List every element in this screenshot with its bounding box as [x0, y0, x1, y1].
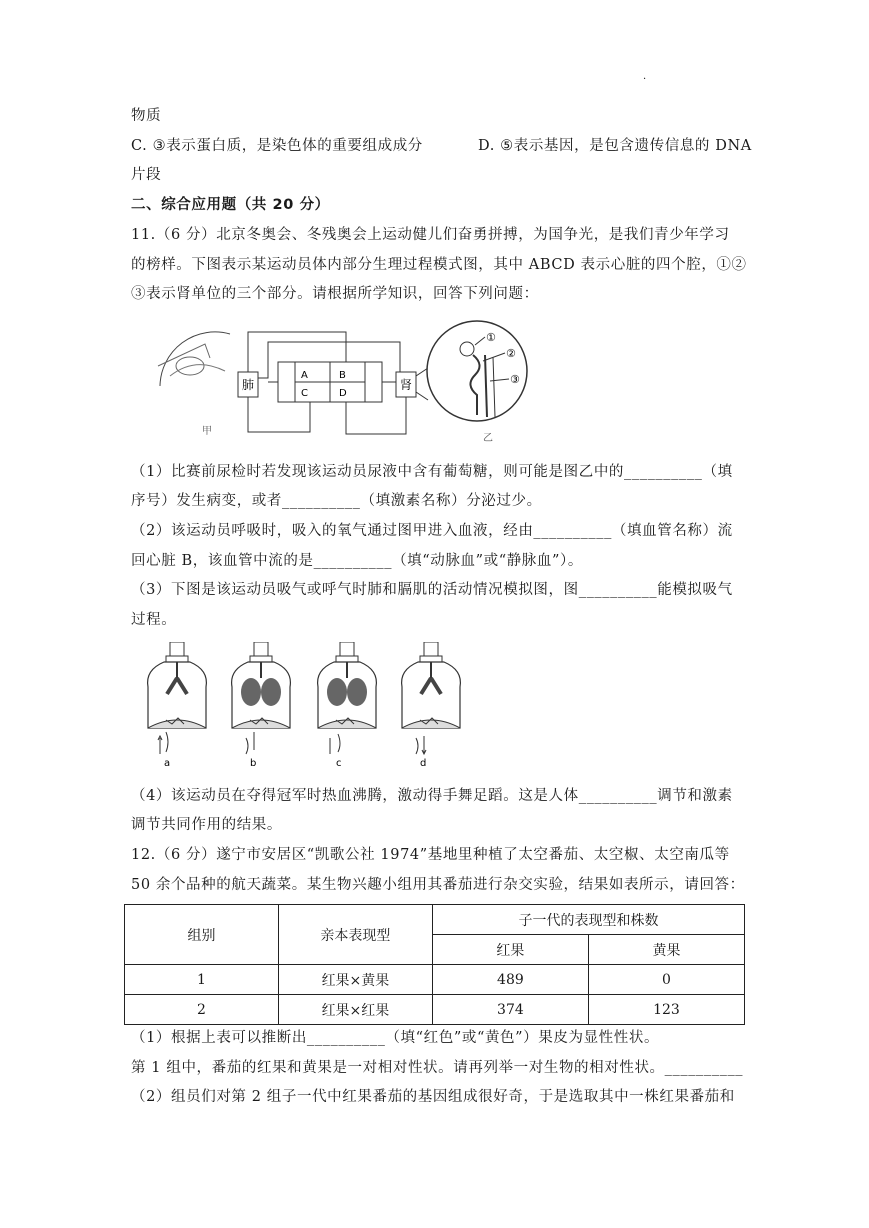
nephron-part-3: ③	[510, 373, 520, 386]
cell-parent: 红果×黄果	[278, 965, 432, 995]
question-12-line: 12.（6 分）遂宁市安居区“凯歌公社 1974”基地里种植了太空番茄、太空椒、太空南瓜等	[131, 847, 730, 863]
cell-group: 2	[125, 995, 279, 1025]
cell-yellow: 0	[588, 965, 744, 995]
model-c	[318, 642, 377, 754]
model-b	[232, 642, 291, 754]
text-line: 片段	[131, 167, 162, 183]
option-c: C. ③表示蛋白质，是染色体的重要组成成分	[131, 138, 423, 154]
header-red: 红果	[432, 935, 588, 965]
caption-jia: 甲	[202, 426, 212, 437]
nephron-diagram	[415, 315, 545, 445]
model-d	[402, 642, 461, 754]
sub-question-2: 回心脏 B，该血管中流的是__________（填“动脉血”或“静脉血”）。	[131, 553, 583, 569]
nephron-part-2: ②	[506, 347, 516, 360]
table-row	[125, 965, 745, 995]
sub-question-3: （3）下图是该运动员吸气或呼气时肺和膈肌的活动情况模拟图，图__________能模拟吸气	[131, 582, 733, 598]
sub-question-1: （1）比赛前尿检时若发现该运动员尿液中含有葡萄糖，则可能是图乙中的__________（填	[131, 464, 733, 480]
header-yellow: 黄果	[588, 935, 744, 965]
heart-chamber-c: C	[301, 388, 308, 399]
heart-chamber-b: B	[339, 370, 346, 381]
header-dot: ·	[643, 74, 647, 85]
question-11-line: ③表示肾单位的三个部分。请根据所学知识，回答下列问题：	[131, 286, 539, 302]
kidney-label: 肾	[399, 378, 413, 392]
cell-parent: 红果×红果	[278, 995, 432, 1025]
model-label-d: d	[420, 758, 427, 769]
model-label-c: c	[336, 758, 342, 769]
heart-chamber-a: A	[301, 370, 308, 381]
nephron-part-1: ①	[486, 331, 496, 344]
question-11-line: 11.（6 分）北京冬奥会、冬残奥会上运动健儿们奋勇拼搏，为国争光，是我们青少年学习	[131, 227, 730, 243]
cell-red: 489	[432, 965, 588, 995]
model-label-a: a	[164, 758, 171, 769]
sub-question-1: 序号）发生病变，或者__________（填激素名称）分泌过少。	[131, 493, 542, 509]
alveolus-figure	[158, 332, 230, 386]
cell-red: 374	[432, 995, 588, 1025]
cell-yellow: 123	[588, 995, 744, 1025]
part-1-line: （1）根据上表可以推断出__________（填“红色”或“黄色”）果皮为显性性状。	[131, 1030, 660, 1046]
section-title: 二、综合应用题（共 20 分）	[131, 197, 330, 213]
sub-question-4: 调节共同作用的结果。	[131, 817, 282, 833]
heart-chamber-d: D	[339, 388, 347, 399]
table-row	[125, 995, 745, 1025]
sub-question-2: （2）该运动员呼吸时，吸入的氧气通过图甲进入血液，经由__________（填血管名称）流	[131, 523, 733, 539]
model-label-b: b	[250, 758, 257, 769]
option-d: D. ⑤表示基因，是包含遗传信息的 DNA	[478, 138, 752, 154]
sub-question-3: 过程。	[131, 612, 177, 628]
header-group: 组别	[125, 905, 279, 965]
part-1-line: 第 1 组中，番茄的红果和黄果是一对相对性状。请再列举一对生物的相对性状。__________	[131, 1060, 744, 1076]
question-11-line: 的榜样。下图表示某运动员体内部分生理过程模式图，其中 ABCD 表示心脏的四个腔，①②	[131, 257, 747, 273]
header-parent: 亲本表现型	[278, 905, 432, 965]
cross-results-table	[124, 904, 745, 1025]
model-a	[148, 642, 207, 754]
sub-question-4: （4）该运动员在夺得冠军时热血沸腾，激动得手舞足蹈。这是人体__________调节和激素	[131, 788, 733, 804]
part-2-line: （2）组员们对第 2 组子一代中红果番茄的基因组成很好奇，于是选取其中一株红果番茄和	[131, 1089, 735, 1105]
cell-group: 1	[125, 965, 279, 995]
question-12-line: 50 余个品种的航天蔬菜。某生物兴趣小组用其番茄进行杂交实验，结果如表所示，请回答：	[131, 877, 745, 893]
bell-jar-models	[140, 642, 470, 772]
caption-yi: 乙	[483, 433, 493, 444]
header-offspring: 子一代的表现型和株数	[432, 905, 744, 935]
lung-label: 肺	[241, 378, 255, 392]
text-line: 物质	[131, 108, 162, 124]
